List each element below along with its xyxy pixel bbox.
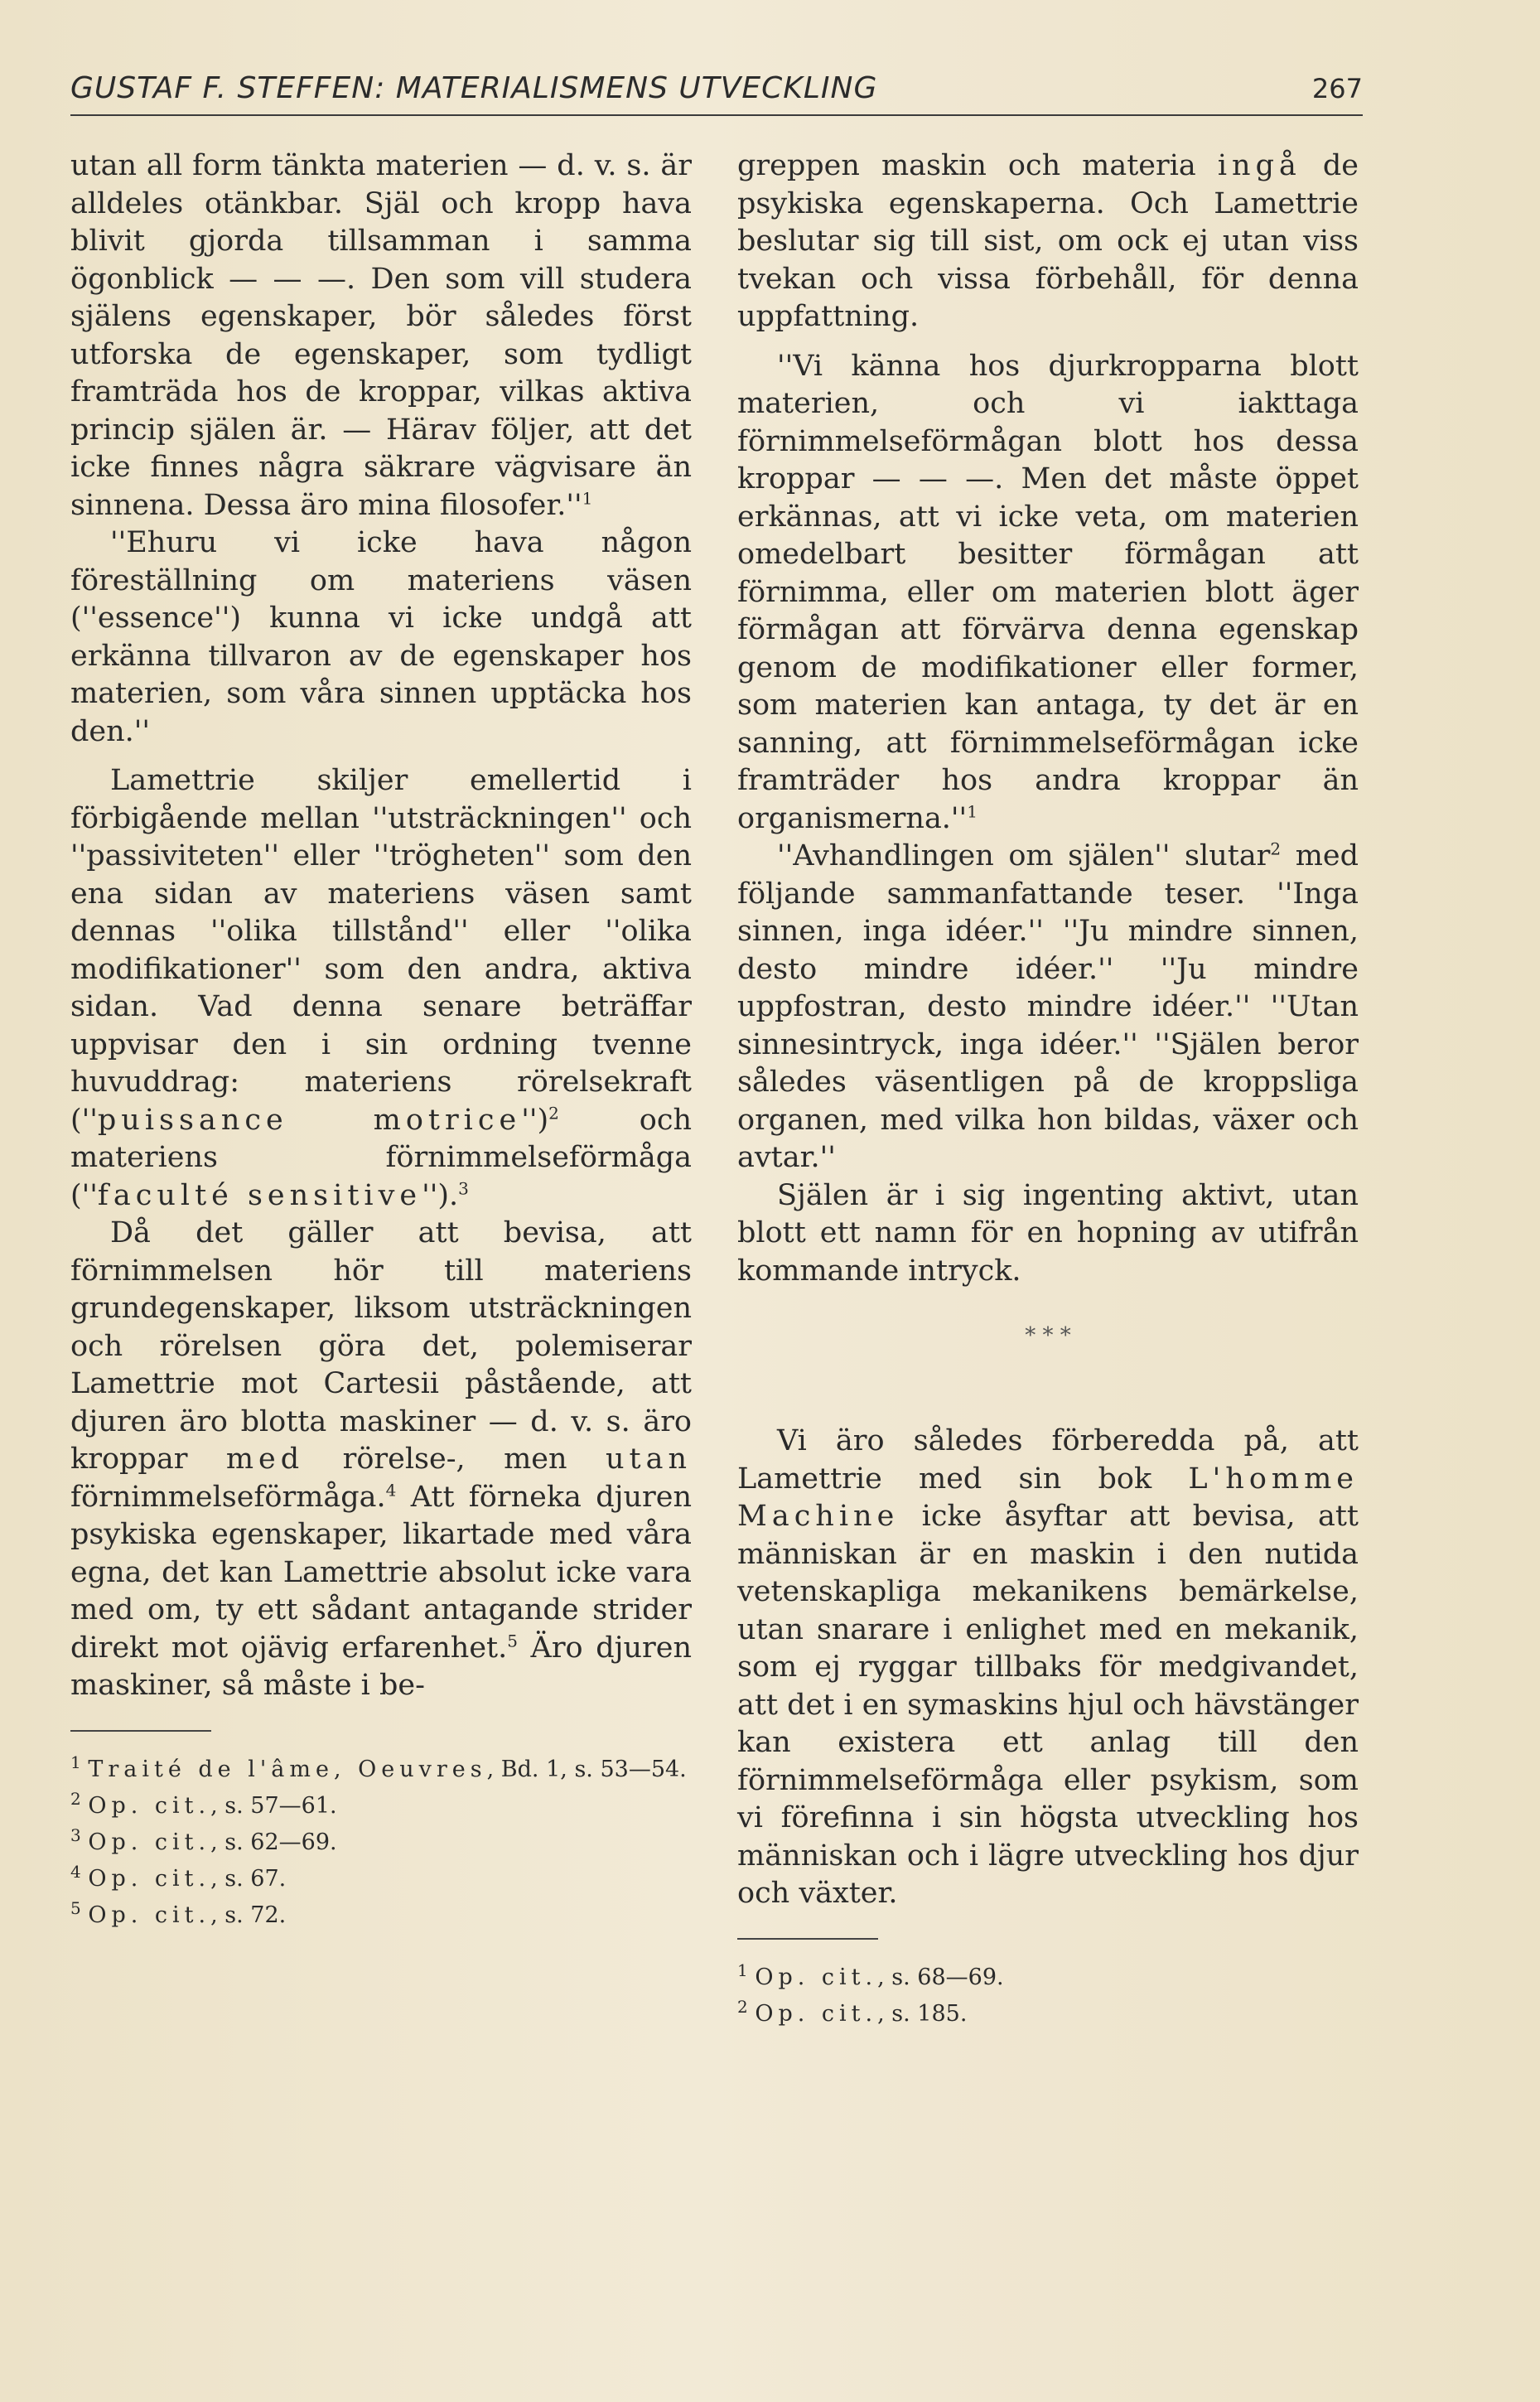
footnote-ref: 3	[458, 1177, 469, 1198]
paragraph: Lamettrie skiljer emellertid i förbigående mellan ''utsträckningen'' och ''passiviteten'' eller ''trögheten'' som den ena sidan av materiens väsen samt dennas ''olika tillstånd'' eller ''olika modifikationer'' som den andra, aktiva sidan. Vad denna senare beträffar uppvisar den i sin ordning tvenne huvuddrag: materiens rörelsekraft (''puissance motrice'')$^2$ och materiens förnimmelseförmåga (''faculté sensitive'').$^3$	[70, 764, 692, 1212]
paragraph: Själen är i sig ingenting aktivt, utan blott ett namn för en hopning av utifrån kommande intryck.	[737, 1178, 1359, 1288]
footnote: $^3$ Op. cit., s. 62—69.	[70, 1824, 337, 1855]
footnote-ref: 1	[967, 800, 978, 821]
footnote-rule	[70, 1730, 211, 1732]
footnote-ref: 2	[1270, 839, 1282, 859]
paragraph: ''Ehuru vi icke hava någon föreställning om materiens väsen (''essence'') kunna vi icke undgå att erkänna tillvaron av de egenskaper hos materien, som våra sinnen upptäcka hos den.''	[70, 526, 692, 748]
footnote: $^2$ Op. cit., s. 57—61.	[70, 1788, 337, 1819]
running-title: GUSTAF F. STEFFEN: MATERIALISMENS UTVECKLING	[70, 71, 878, 105]
section-break: * * *	[1025, 1323, 1071, 1348]
footnote-rule	[737, 1938, 878, 1940]
footnote: $^1$ Op. cit., s. 68—69.	[737, 1960, 1004, 1990]
footnote: $^2$ Op. cit., s. 185.	[737, 1996, 968, 2027]
paragraph: Då det gäller att bevisa, att förnimmelsen hör till materiens grundegenskaper, liksom utsträckningen och rörelsen göra det, polemiserar Lamettrie mot Cartesii påstående, att djuren äro blotta maskiner — d. v. s. äro kroppar med rörelse-, men utan förnimmelseförmåga.$^4$ Att förneka djuren psykiska egenskaper, likartade med våra egna, det kan Lamettrie absolut icke vara med om, ty ett sådant antagande strider direkt mot ojävig erfarenhet.$^5$ Äro djuren maskiner, så måste i be-	[70, 1216, 692, 1702]
paragraph: utan all form tänkta materien — d. v. s. är alldeles otänkbar. Själ och kropp hava blivit gjorda tillsamman i samma ögonblick — — —. Den som vill studera själens egenskaper, bör således först utforska de egenskaper, som tydligt framträda hos de kroppar, vilkas aktiva princip själen är. — Härav följer, att det icke finnes några säkrare vägvisare än sinnena. Dessa äro mina $filosofer.''^1$	[70, 149, 692, 522]
paragraph: ''Avhandlingen om själen'' slutar$^2$ med följande sammanfattande teser. ''Inga sinnen, inga idéer.'' ''Ju mindre sinnen, desto mindre idéer.'' ''Ju mindre uppfostran, desto mindre idéer.'' ''Utan sinnesintryck, inga idéer.'' ''Själen beror således väsentligen på de kroppsliga organen, med vilka hon bildas, växer och avtar.''	[737, 839, 1359, 1174]
running-header	[70, 65, 1363, 114]
footnote-ref: 4	[385, 1479, 397, 1500]
footnote: $^4$ Op. cit., s. 67.	[70, 1861, 287, 1892]
right-column	[737, 147, 1359, 2032]
footnote: $^5$ Op. cit., s. 72.	[70, 1897, 287, 1928]
footnote: $^1$ Traité de l'âme, Oeuvres, Bd. 1, s. 53—54.	[70, 1752, 687, 1782]
paragraph: greppen maskin och materia ingå de psykiska egenskaperna. Och Lamettrie beslutar sig till sist, om ock ej utan viss tvekan och vissa förbehåll, för denna uppfattning.	[737, 149, 1359, 333]
paragraph: ''Vi känna hos djurkropparna blott materien, och vi iakttaga förnimmelseförmågan blott hos dessa kroppar — — —. Men det måste öppet erkännas, att vi icke veta, om materien omedelbart besitter förmågan att förnimma, eller om materien blott äger förmågan att förvärva denna egenskap genom de modifikationer eller former, som materien kan antaga, ty det är en sanning, att förnimmelseförmågan icke framträder hos andra kroppar än $organismerna.''^1$	[737, 349, 1359, 835]
header-rule	[70, 114, 1363, 116]
footnote-ref: 5	[507, 1630, 518, 1650]
left-column	[70, 147, 692, 1934]
paragraph: Vi äro således förberedda på, att Lamettrie med sin bok L'homme Machine icke åsyftar att bevisa, att människan är en maskin i den nutida vetenskapliga mekanikens bemärkelse, utan snarare i enlighet med en mekanik, som ej ryggar tillbaks för medgivandet, att det i en symaskins hjul och hävstänger kan existera ett anlag till den förnimmelseförmåga eller psykism, som vi förefinna i sin högsta utveckling hos människan och i lägre utveckling hos djur och växter.	[737, 1424, 1359, 1910]
footnote-ref: 1	[582, 487, 593, 508]
page-number: 267	[1311, 73, 1363, 104]
footnote-ref: 2	[548, 1102, 559, 1123]
